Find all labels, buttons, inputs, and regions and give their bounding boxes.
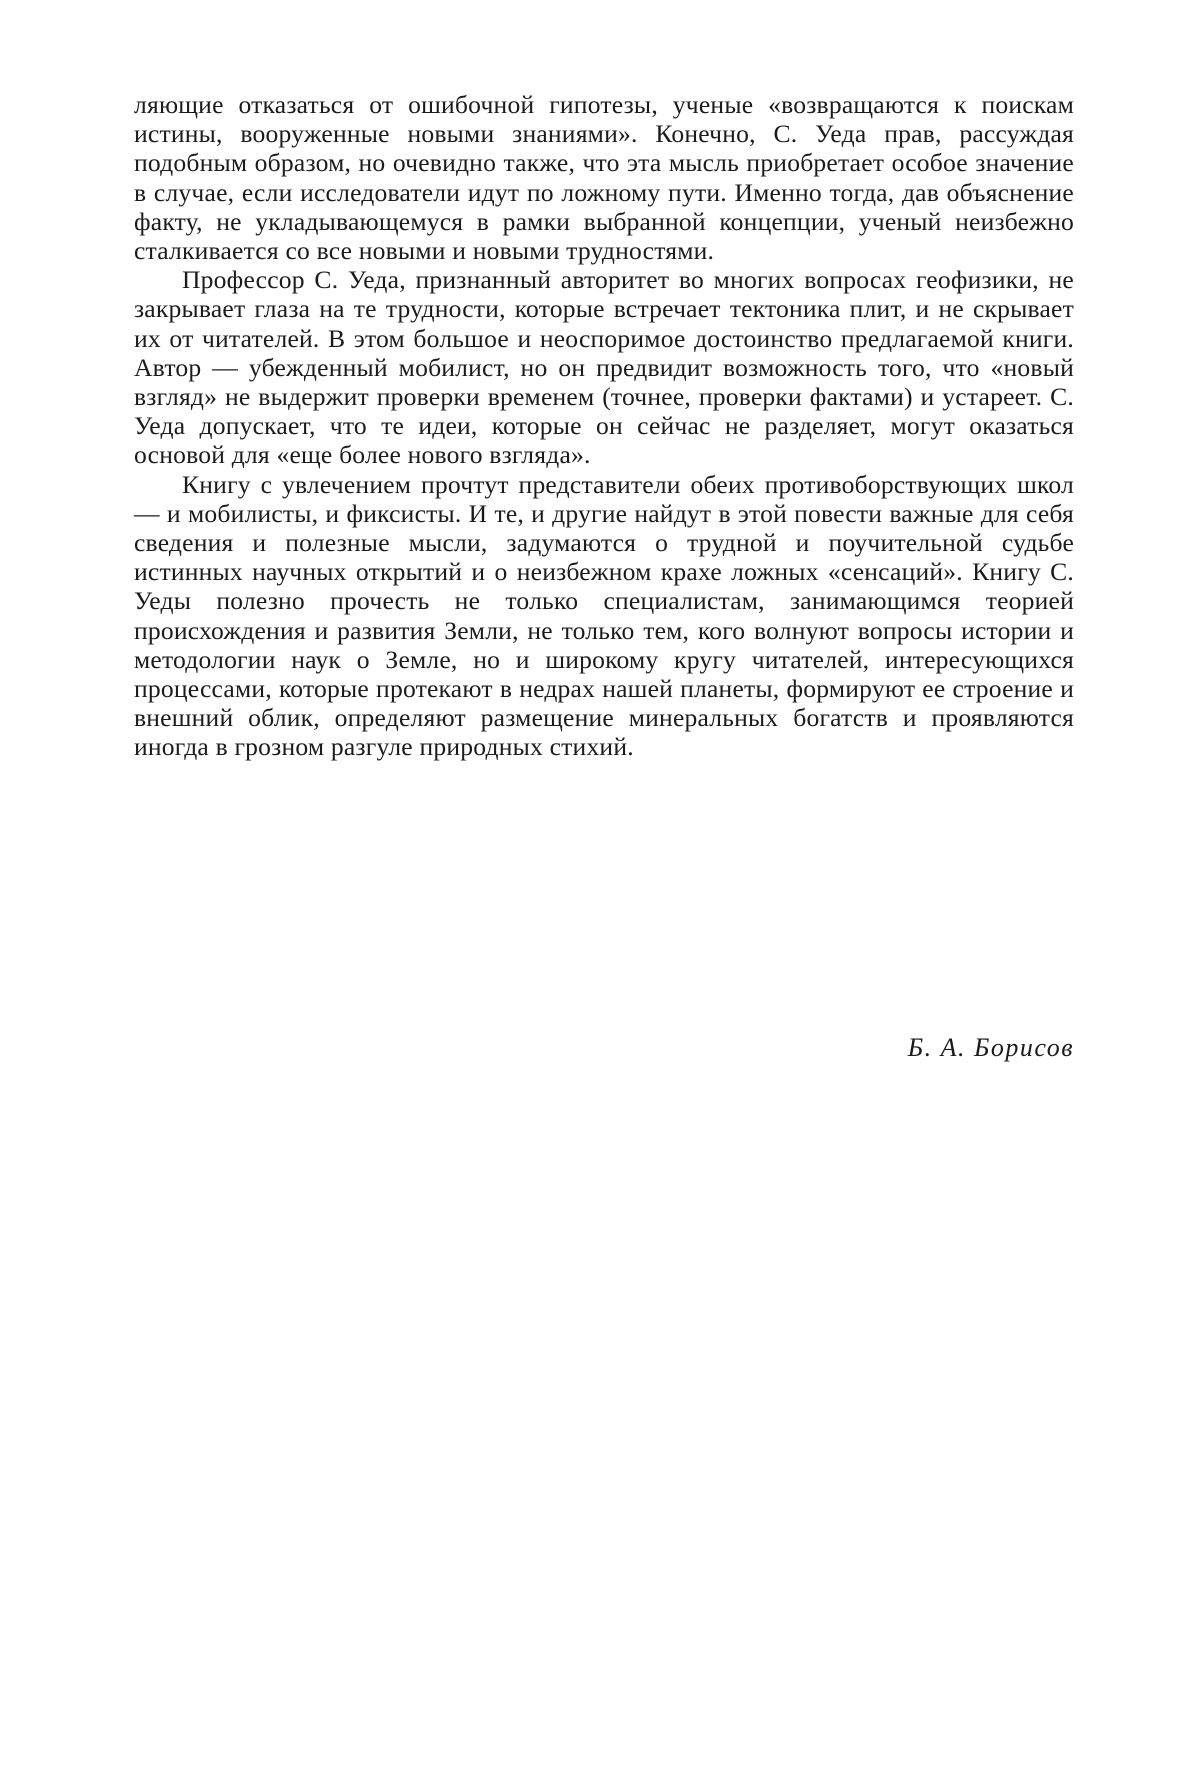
paragraph-continuation: ляющие отказаться от ошибочной гипотезы, ученые «возвращаются к поискам истины, вооруженные новыми знаниями». Конечно, С. Уеда прав, рассуждая подобным образом, но очевидно также, что эта мысль приобретает особое значение в случае, если исследователи идут по ложному пути. Именно тогда, дав объяснение факту, не укладывающемуся в рамки выбранной концепции, ученый неизбежно сталкивается со все новыми и новыми трудностями. [134, 90, 1074, 266]
author-signature: Б. А. Борисов [907, 1033, 1074, 1062]
body-text [134, 90, 1074, 762]
paragraph-readers: Книгу с увлечением прочтут представители обеих противоборствующих школ — и мобилисты, и фиксисты. И те, и другие найдут в этой повести важные для себя сведения и полезные мысли, задумаются о трудной и поучительной судьбе истинных научных открытий и о неизбежном крахе ложных «сенсаций». Книгу С. Уеды полезно прочесть не только специалистам, занимающимся теорией происхождения и развития Земли, не только тем, кого волнуют вопросы истории и методологии наук о Земле, но и широкому кругу читателей, интересующихся процессами, которые протекают в недрах нашей планеты, формируют ее строение и внешний облик, определяют размещение минеральных богатств и проявляются иногда в грозном разгуле природных стихий. [134, 469, 1074, 762]
paragraph-professor-ueda: Профессор С. Уеда, признанный авторитет во многих вопросах геофизики, не закрывает глаза на те трудности, которые встречает тектоника плит, и не скрывает их от читателей. В этом большое и неоспоримое достоинство предлагаемой книги. Автор — убежденный мобилист, но он предвидит возможность того, что «новый взгляд» не выдержит проверки временем (точнее, проверки фактами) и устареет. С. Уеда допускает, что те идеи, которые он сейчас не разделяет, могут оказаться основой для «еще более нового взгляда». [134, 265, 1074, 470]
